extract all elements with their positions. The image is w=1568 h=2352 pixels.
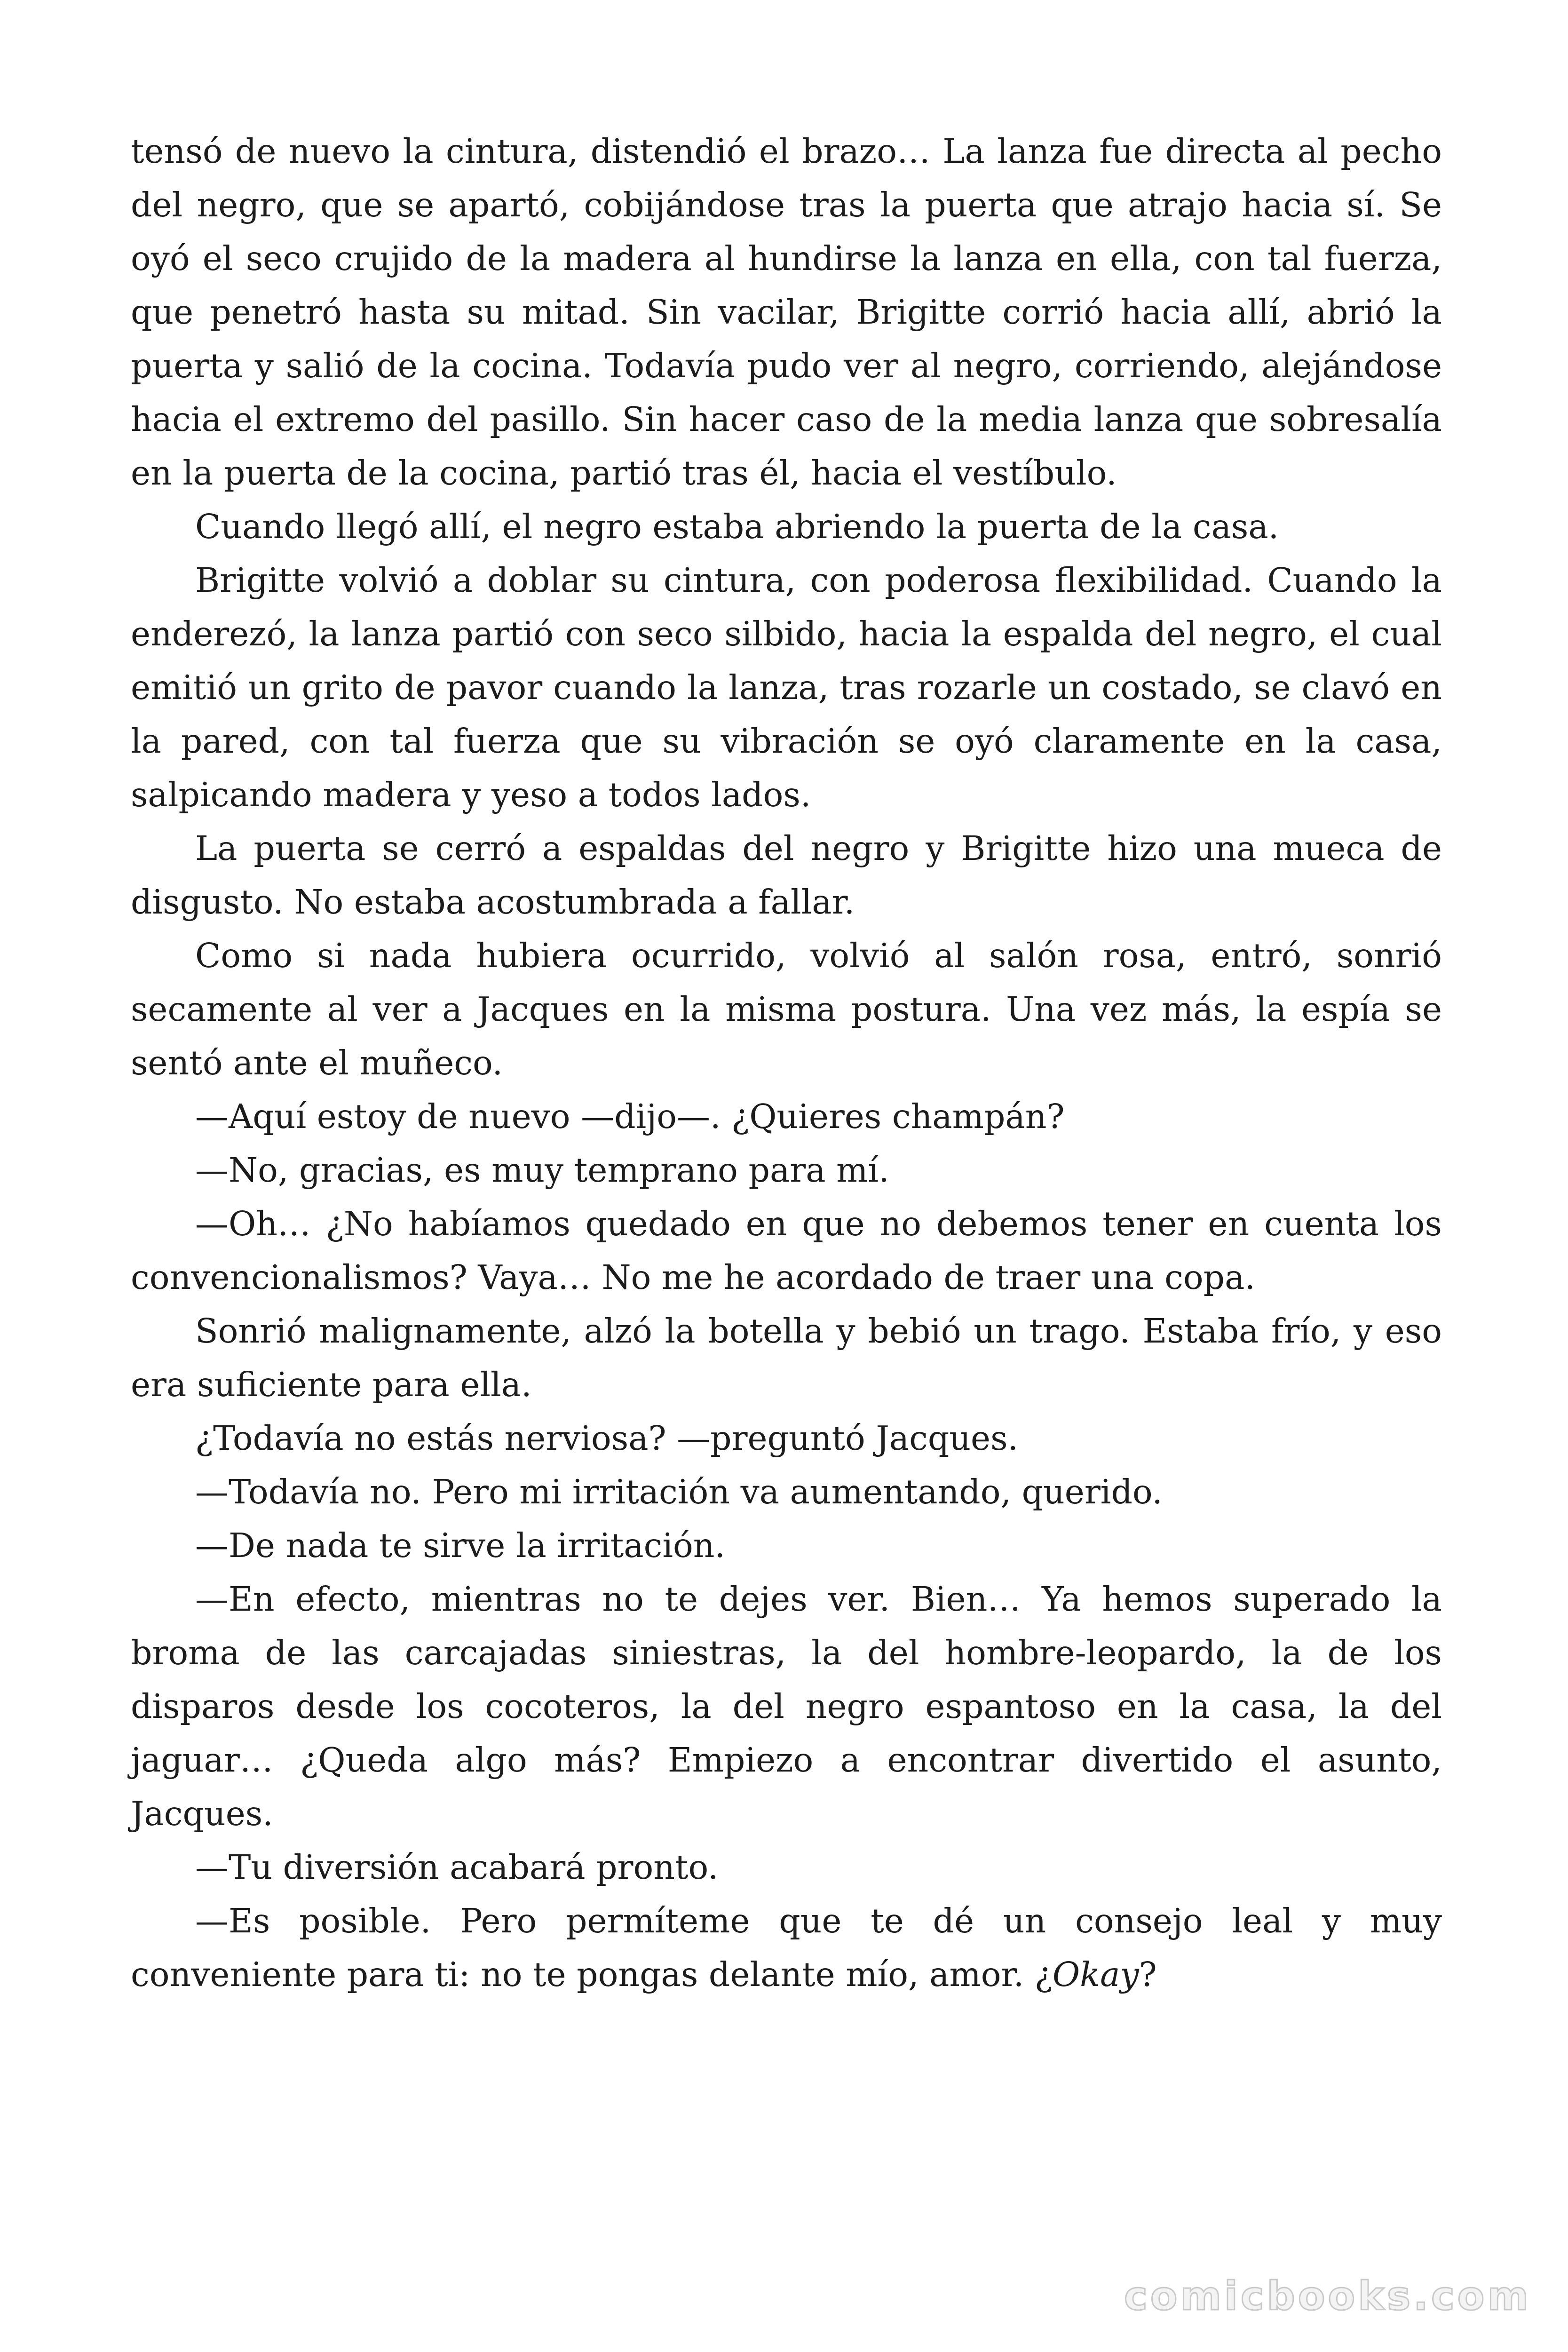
paragraph: Como si nada hubiera ocurrido, volvió al salón rosa, entró, sonrió secamente al ver a Jacques en la misma postura. Una vez más, la espía se sentó ante el muñeco. <box>131 936 1442 1082</box>
paragraph: Sonrió malignamente, alzó la botella y bebió un trago. Estaba frío, y eso era suficiente para ella. <box>131 1311 1442 1404</box>
dialogue-line: —Todavía no. Pero mi irritación va aumentando, querido. <box>195 1472 1163 1511</box>
dialogue-line: —No, gracias, es muy temprano para mí. <box>195 1151 889 1190</box>
dialogue-line: —Oh… ¿No habíamos quedado en que no debemos tener en cuenta los convencionalismos? Vaya… No me he acordado de traer una copa. <box>131 1204 1442 1297</box>
last-paragraph-tail: ? <box>1139 1955 1157 1994</box>
watermark-logo: comicbooks.com <box>1124 2273 1531 2319</box>
italic-word: Okay <box>1052 1955 1139 1994</box>
paragraph: Brigitte volvió a doblar su cintura, con poderosa flexibilidad. Cuando la enderezó, la lanza partió con seco silbido, hacia la espalda del negro, el cual emitió un grito de pavor cuando la lanza, tras rozarle un costado, se clavó en la pared, con tal fuerza que su vibración se oyó claramente en la casa, salpicando madera y yeso a todos lados. <box>131 561 1442 814</box>
paragraph: tensó de nuevo la cintura, distendió el brazo… La lanza fue directa al pecho del negro, que se apartó, cobijándose tras la puerta que atrajo hacia sí. Se oyó el seco crujido de la madera al hundirse la lanza en ella, con tal fuerza, que penetró hasta su mitad. Sin vacilar, Brigitte corrió hacia allí, abrió la puerta y salió de la cocina. Todavía pudo ver al negro, corriendo, alejándose hacia el extremo del pasillo. Sin hacer caso de la media lanza que sobresalía en la puerta de la cocina, partió tras él, hacia el vestíbulo. <box>131 132 1442 493</box>
dialogue-line: —De nada te sirve la irritación. <box>195 1526 726 1565</box>
paragraph: La puerta se cerró a espaldas del negro y Brigitte hizo una mueca de disgusto. No estaba acostumbrada a fallar. <box>131 829 1442 922</box>
dialogue-line: ¿Todavía no estás nerviosa? —preguntó Jacques. <box>195 1419 1019 1458</box>
dialogue-line-last <box>131 1894 1442 2002</box>
dialogue-line: —En efecto, mientras no te dejes ver. Bien… Ya hemos superado la broma de las carcajadas siniestras, la del hombre-leopardo, la de los disparos desde los cocoteros, la del negro espantoso en la casa, la del jaguar… ¿Queda algo más? Empiezo a encontrar divertido el asunto, Jacques. <box>131 1580 1442 1833</box>
paragraph: Cuando llegó allí, el negro estaba abriendo la puerta de la casa. <box>195 507 1279 546</box>
dialogue-line: —Tu diversión acabará pronto. <box>195 1848 719 1887</box>
last-paragraph-text: —Es posible. Pero permíteme que te dé un consejo leal y muy conveniente para ti: no te pongas delante mío, amor. ¿ <box>131 1901 1442 1994</box>
book-page-text <box>131 125 1442 2002</box>
dialogue-line: —Aquí estoy de nuevo —dijo—. ¿Quieres champán? <box>195 1097 1065 1136</box>
